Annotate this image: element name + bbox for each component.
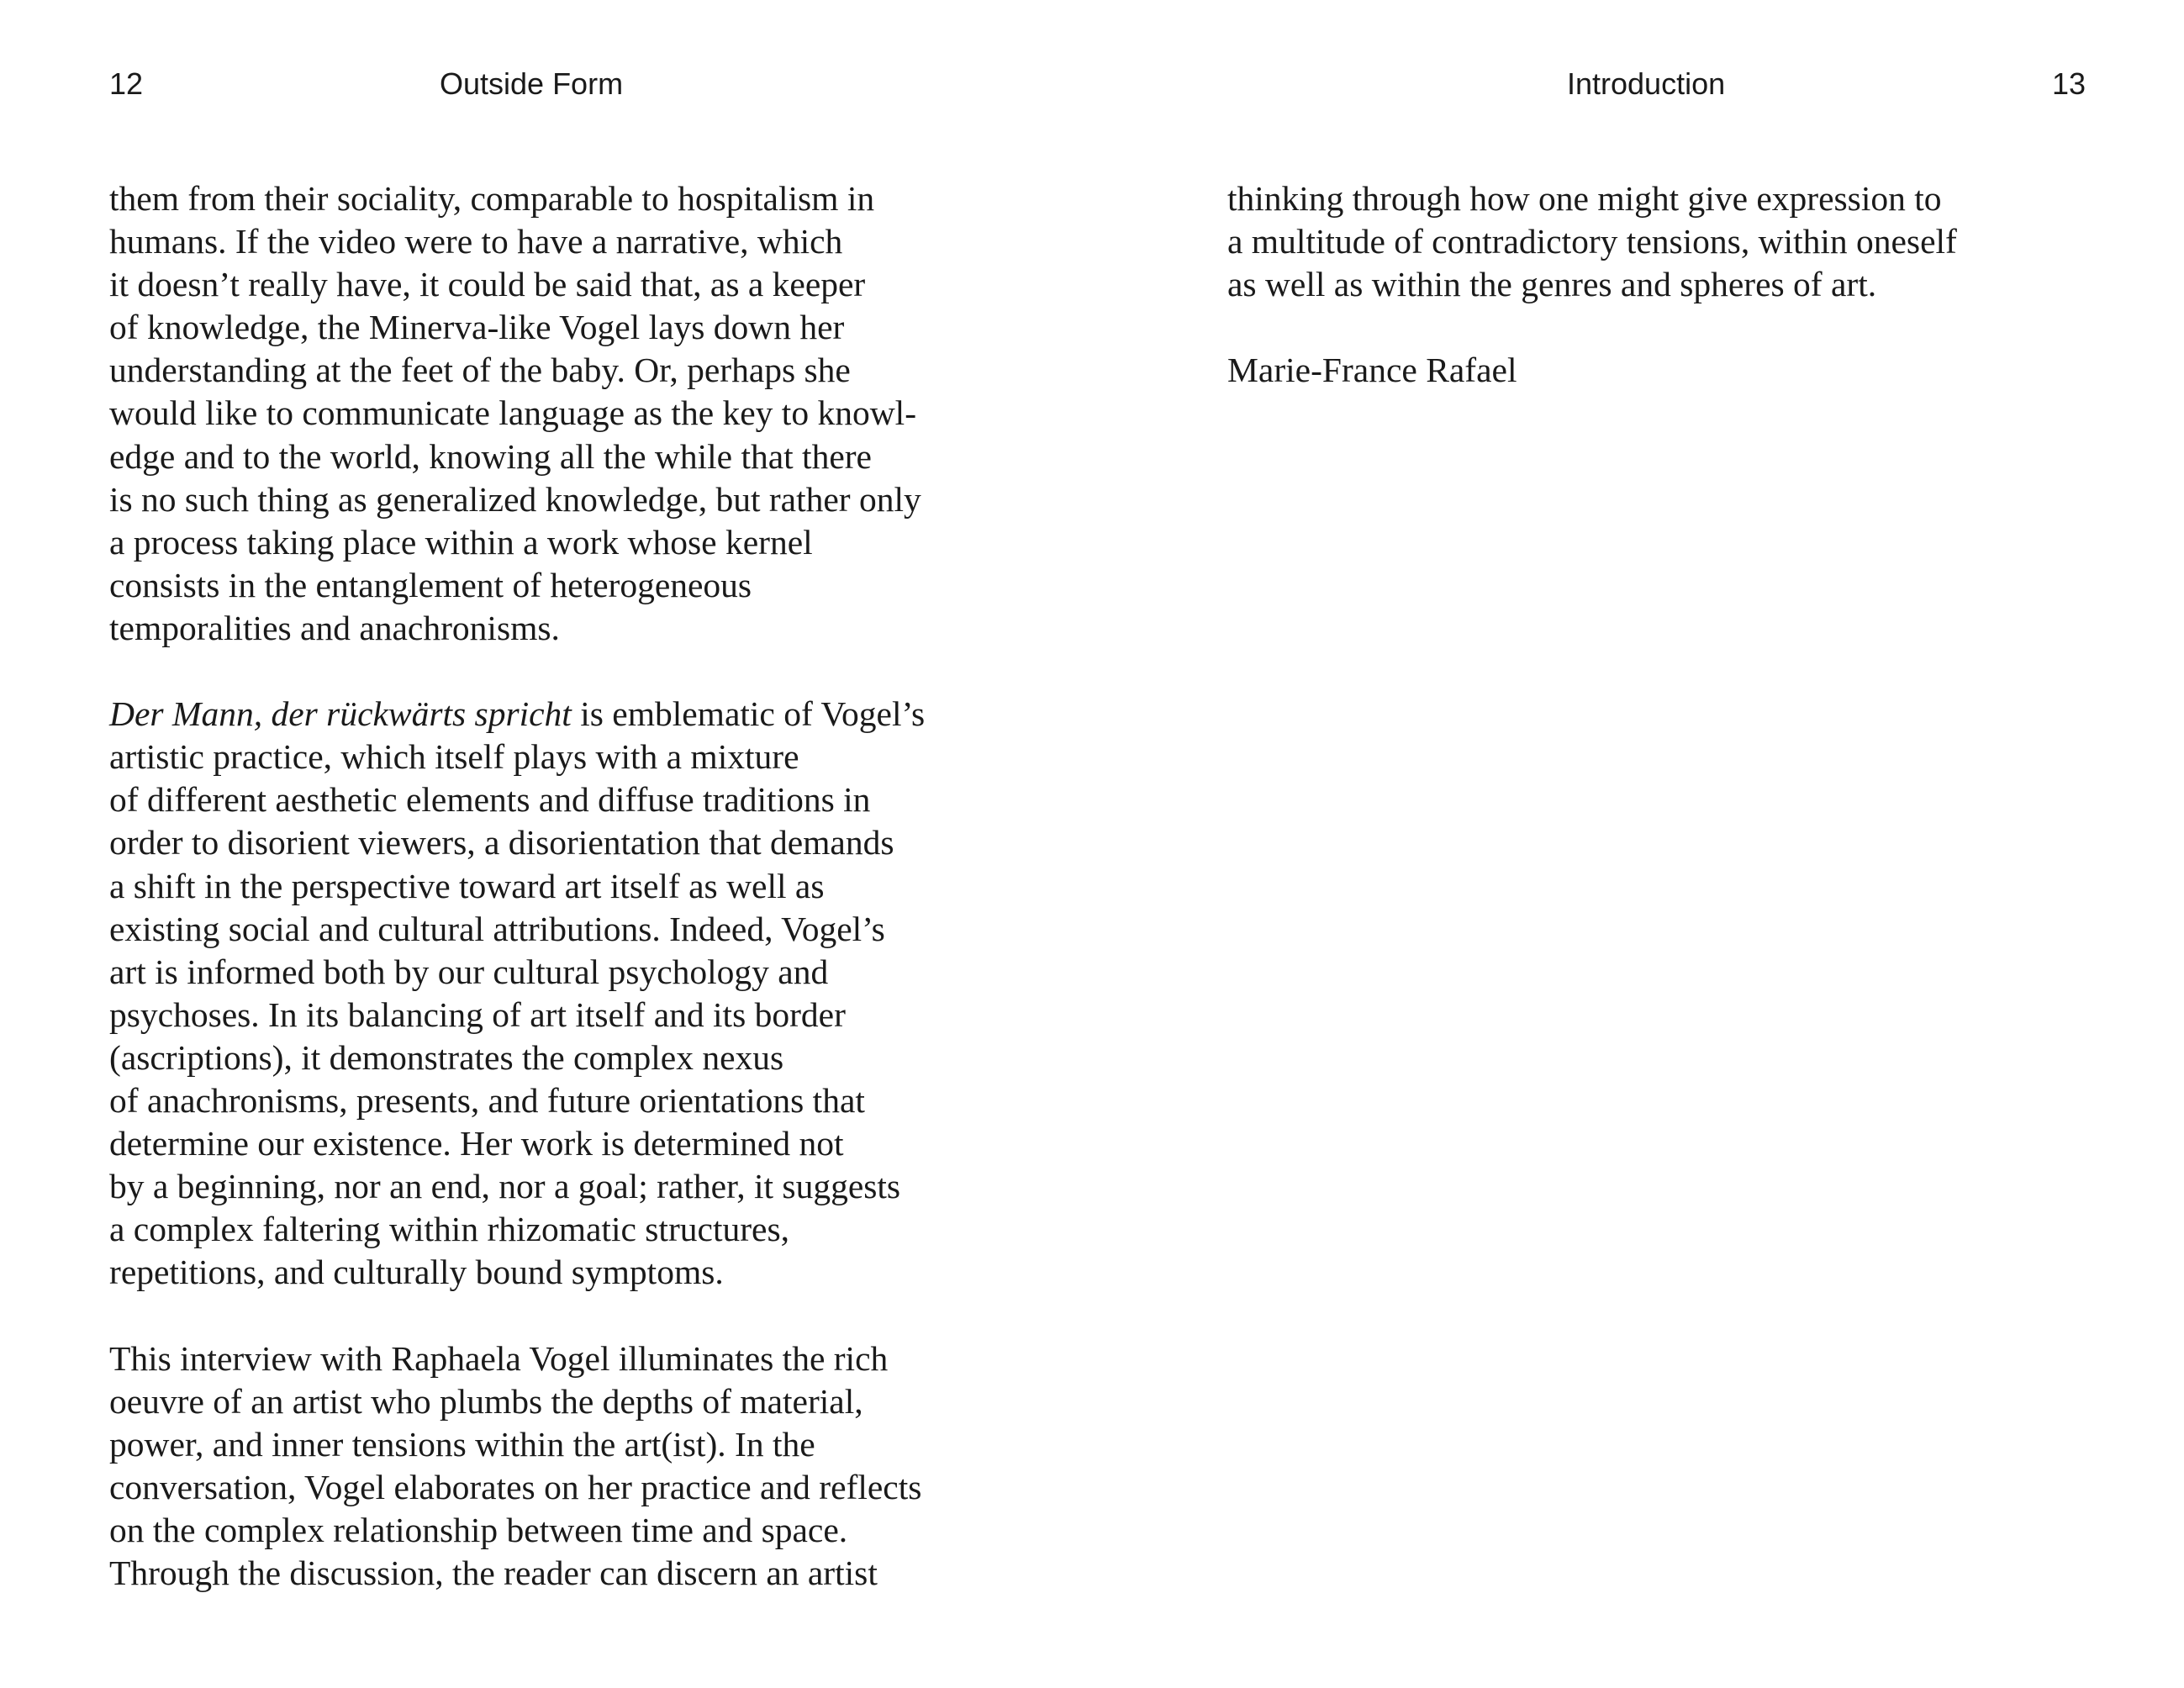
text-line: order to disorient viewers, a disorientation that demands bbox=[109, 823, 894, 862]
text-line: art is informed both by our cultural psychology and bbox=[109, 952, 829, 991]
text-line bbox=[109, 693, 1042, 736]
text-line: repetitions, and culturally bound symptoms. bbox=[109, 1253, 724, 1292]
running-title-left: Outside Form bbox=[440, 66, 624, 101]
text-line: would like to communicate language as the key to knowl- bbox=[109, 393, 917, 433]
body-text-right bbox=[1227, 177, 2135, 435]
page-number-right: 13 bbox=[2051, 66, 2086, 101]
text-line: a complex faltering within rhizomatic structures, bbox=[109, 1210, 789, 1249]
text-line: psychoses. In its balancing of art itself and its border bbox=[109, 994, 846, 1034]
text-line: This interview with Raphaela Vogel illuminates the rich bbox=[109, 1338, 889, 1378]
text-line: understanding at the feet of the baby. Or, perhaps she bbox=[109, 351, 851, 390]
text-line: (ascriptions), it demonstrates the complex nexus bbox=[109, 1037, 784, 1077]
text-line: artistic practice, which itself plays with a mixture bbox=[109, 737, 799, 777]
text-line: a multitude of contradictory tensions, within oneself bbox=[1227, 222, 1957, 261]
text-line: conversation, Vogel elaborates on her practice and reflects bbox=[109, 1467, 922, 1506]
text-line: determine our existence. Her work is determined not bbox=[109, 1124, 844, 1163]
running-title-right: Introduction bbox=[1567, 66, 1726, 101]
text-line: of knowledge, the Minerva-like Vogel lays down her bbox=[109, 308, 845, 347]
text-line: is no such thing as generalized knowledge, but rather only bbox=[109, 479, 921, 519]
text-line: Through the discussion, the reader can discern an artist bbox=[109, 1553, 878, 1592]
text-line: consists in the entanglement of heterogeneous bbox=[109, 565, 752, 604]
paragraph bbox=[109, 177, 1042, 650]
text-line: a process taking place within a work whose kernel bbox=[109, 522, 813, 562]
text-line: edge and to the world, knowing all the while that there bbox=[109, 436, 872, 476]
author-name: Marie-France Rafael bbox=[1227, 351, 1517, 390]
paragraph bbox=[109, 1337, 1042, 1596]
text-line: oeuvre of an artist who plumbs the depths of material, bbox=[109, 1381, 863, 1421]
text-line: them from their sociality, comparable to hospitalism in bbox=[109, 179, 875, 218]
text-fragment: is emblematic of Vogel’s bbox=[571, 694, 926, 734]
text-line: as well as within the genres and spheres of art. bbox=[1227, 265, 1877, 304]
text-line: thinking through how one might give expression to bbox=[1227, 179, 1942, 218]
paragraph bbox=[1227, 177, 2135, 306]
body-text-left bbox=[109, 177, 1042, 1638]
text-line: of anachronisms, presents, and future orientations that bbox=[109, 1080, 865, 1120]
page-number-left: 12 bbox=[109, 66, 144, 101]
text-line: by a beginning, nor an end, nor a goal; rather, it suggests bbox=[109, 1167, 901, 1206]
artwork-title: Der Mann, der rückwärts spricht bbox=[109, 694, 572, 734]
author-signature bbox=[1227, 349, 2135, 392]
text-line: existing social and cultural attributions. Indeed, Vogel’s bbox=[109, 909, 885, 948]
text-line: power, and inner tensions within the art(ist). In the bbox=[109, 1424, 815, 1464]
paragraph bbox=[109, 693, 1042, 1294]
text-line: of different aesthetic elements and diffuse traditions in bbox=[109, 780, 871, 820]
text-line: temporalities and anachronisms. bbox=[109, 608, 560, 647]
text-line: a shift in the perspective toward art itself as well as bbox=[109, 866, 825, 905]
text-line: it doesn’t really have, it could be said that, as a keeper bbox=[109, 265, 866, 304]
text-line: humans. If the video were to have a narrative, which bbox=[109, 222, 843, 261]
text-line: on the complex relationship between time and space. bbox=[109, 1510, 848, 1549]
right-page bbox=[1092, 0, 2184, 1688]
